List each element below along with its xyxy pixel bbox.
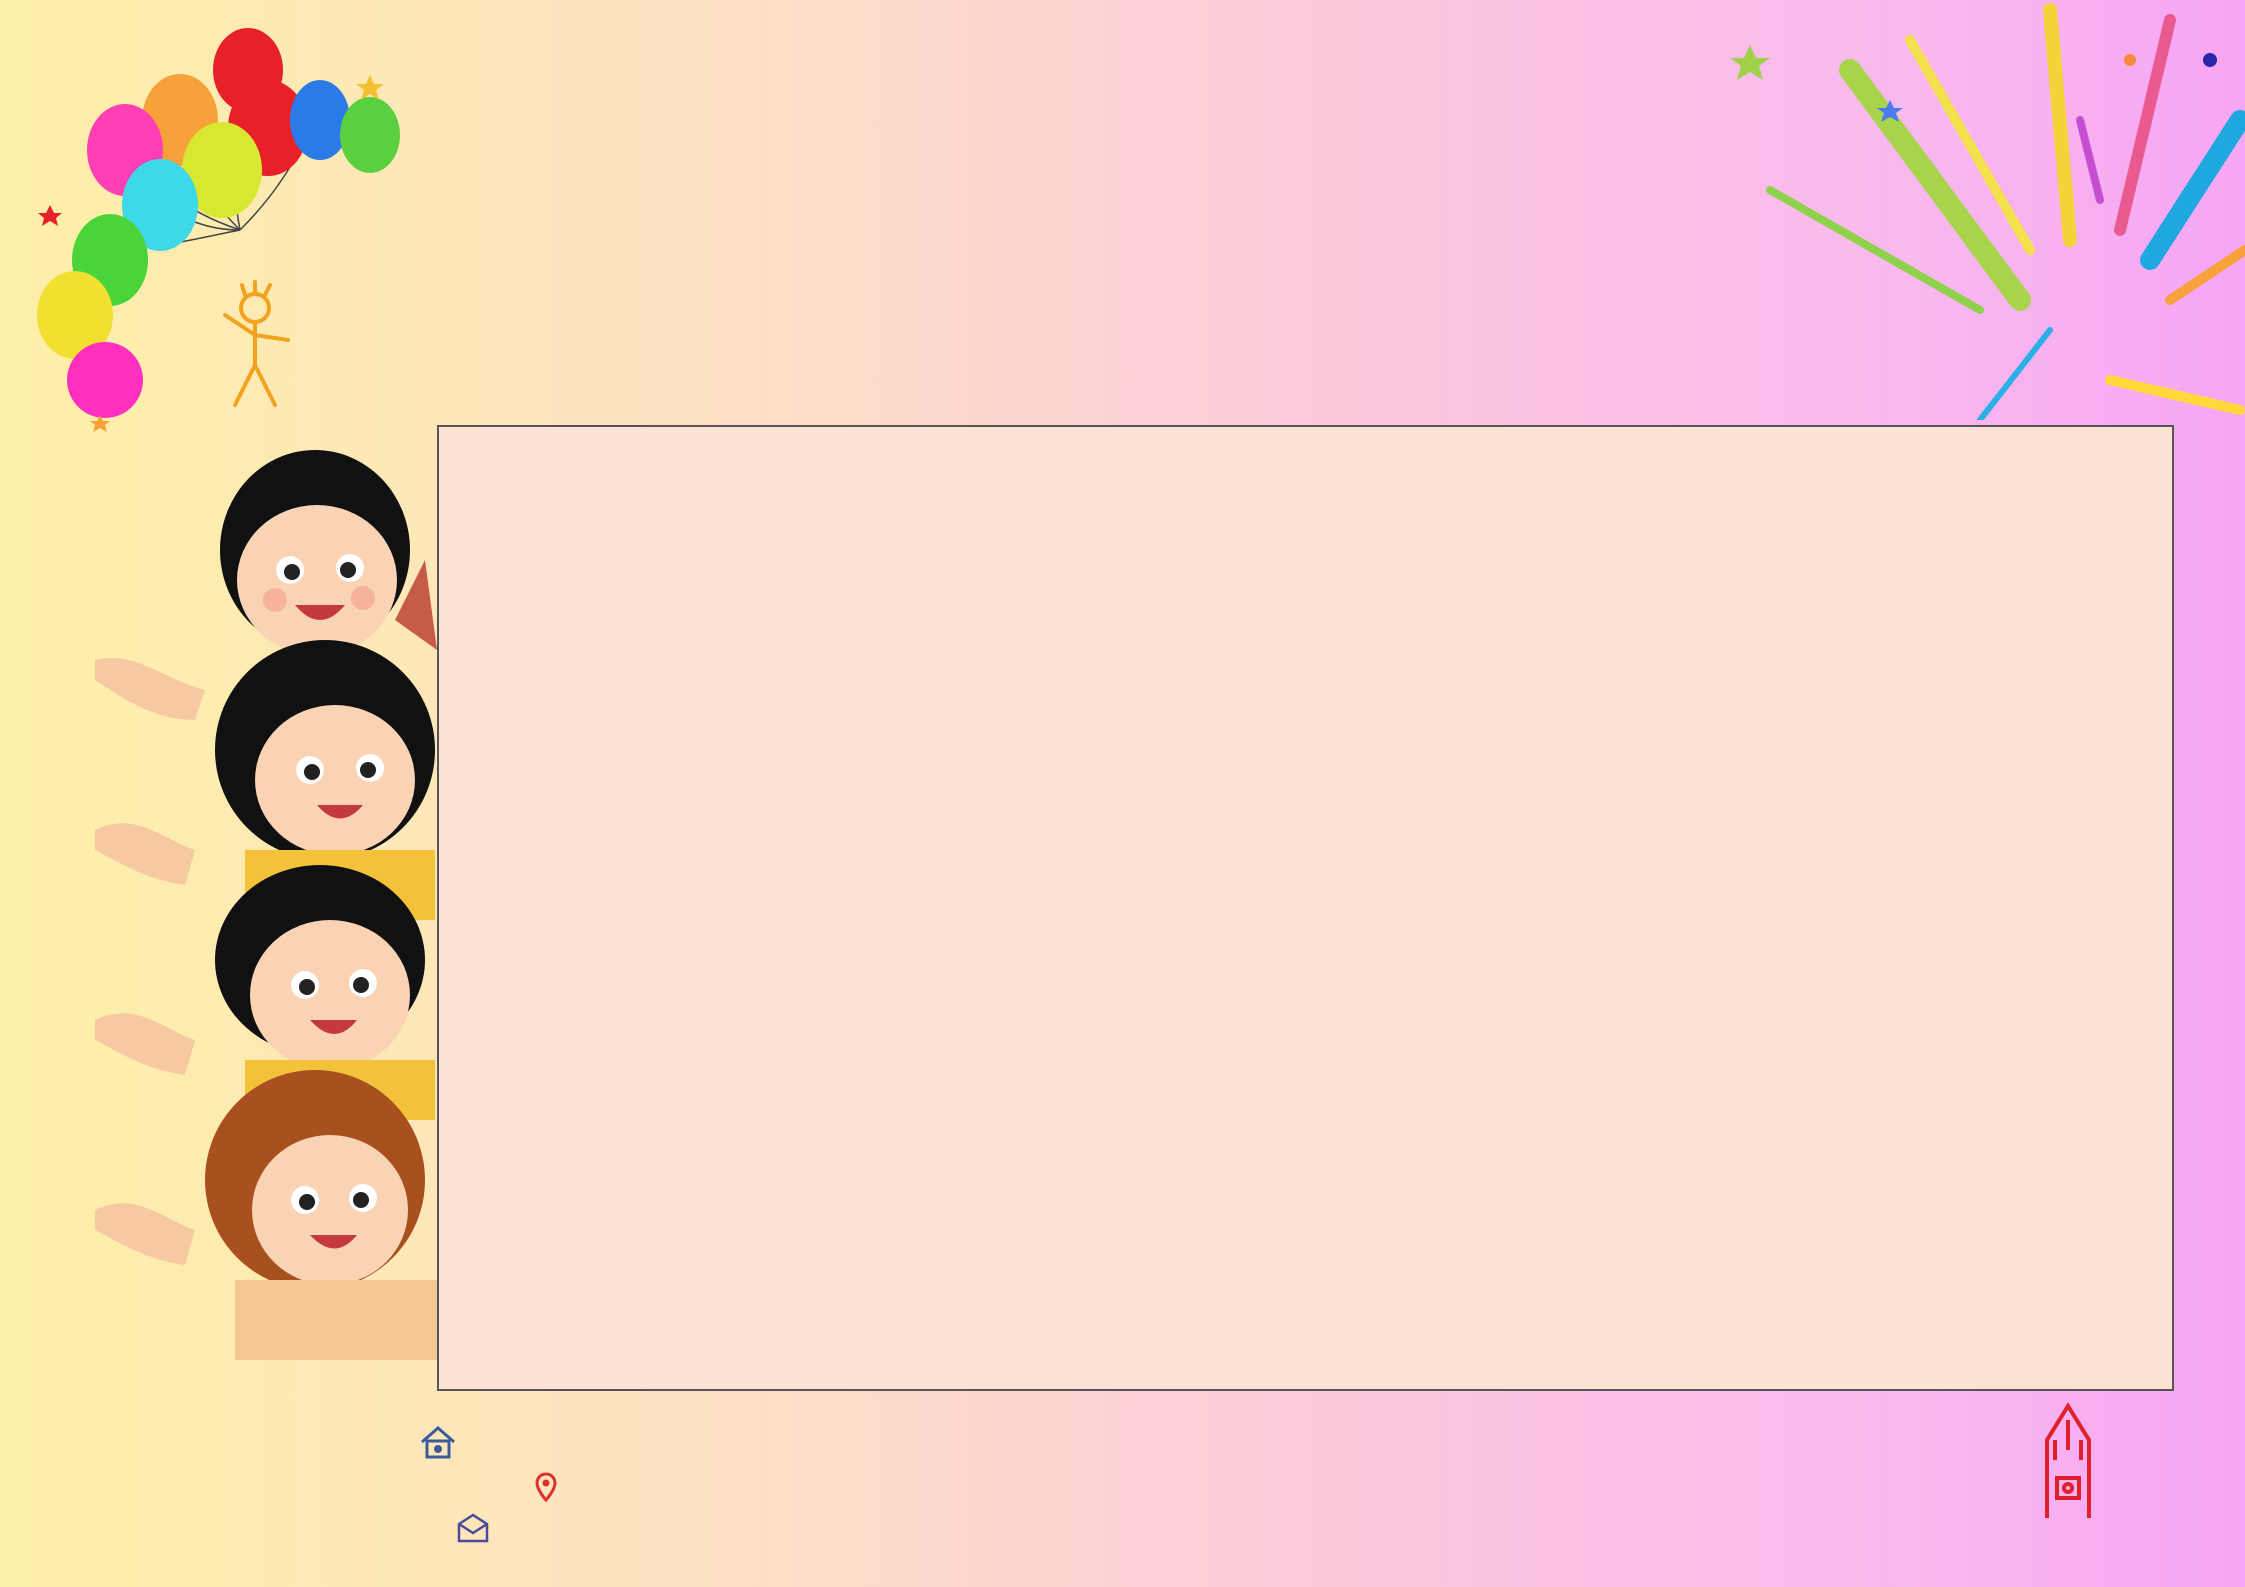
house-icon (418, 1424, 458, 1460)
castle-tower-icon (2035, 1400, 2101, 1520)
email-icon (456, 1512, 490, 1544)
location-pin-icon (535, 1472, 557, 1502)
setkani-logo-figure (200, 280, 310, 410)
town-logo (2035, 1400, 2230, 1550)
children-illustration (95, 420, 440, 1360)
firework-decoration (1650, 0, 2245, 420)
schedule-table (437, 425, 2174, 1391)
